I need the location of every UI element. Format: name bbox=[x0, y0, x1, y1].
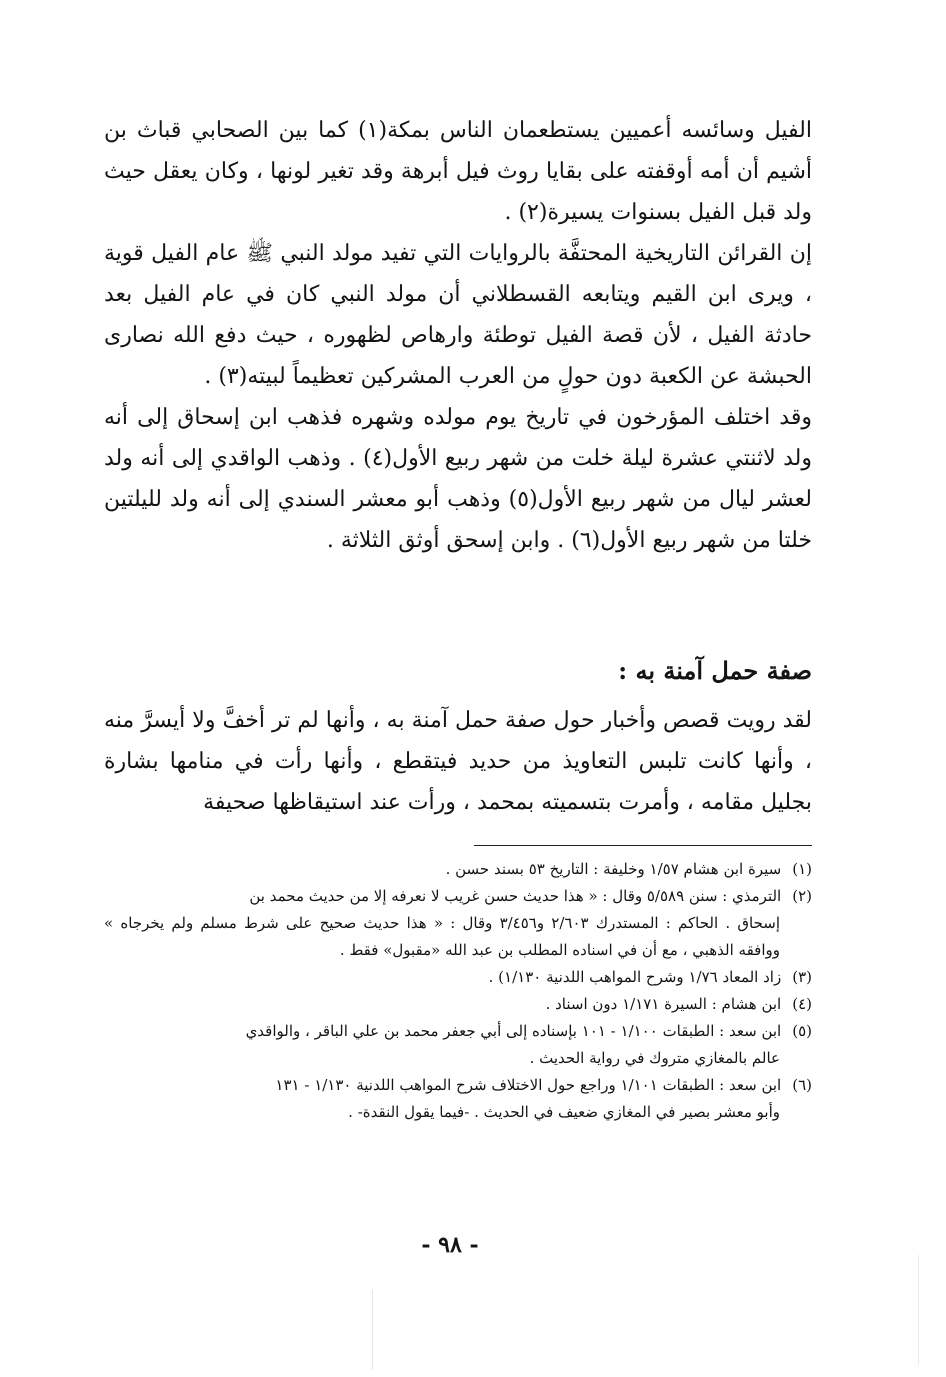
section-heading: صفة حمل آمنة به : bbox=[618, 656, 812, 685]
main-text-continued bbox=[104, 700, 812, 823]
footnote-5-continuation: عالم بالمغازي متروك في رواية الحديث . bbox=[529, 1049, 780, 1067]
paragraph-1: الفيل وسائسه أعميين يستطعمان الناس بمكة(١) كما بين الصحابي قباث بن أشيم أن أمه أوقفته على بقايا روث فيل أبرهة وقد تغير لونها ، وكان يعقل حيث ولد قبل الفيل بسنوات يسيرة(٢) . bbox=[104, 118, 812, 225]
scan-artifact-line bbox=[372, 1290, 373, 1370]
footnote-text: ابن هشام : السيرة ١/١٧١ دون اسناد . bbox=[545, 995, 782, 1013]
footnote-text: ابن سعد : الطبقات ١/١٠١ وراجع حول الاختلاف شرح المواهب اللدنية ١/١٣٠ - ١٣١ bbox=[275, 1076, 782, 1094]
footnotes bbox=[104, 856, 812, 1126]
footnote-number: (١) bbox=[792, 860, 812, 878]
scan-artifact-line bbox=[918, 1255, 919, 1365]
footnote-text: الترمذي : سنن ٥/٥٨٩ وقال : « هذا حديث حسن غريب لا نعرفه إلا من حديث محمد بن bbox=[249, 887, 782, 905]
footnote-3 bbox=[104, 964, 812, 991]
footnote-text: ابن سعد : الطبقات ١/١٠٠ - ١٠١ بإسناده إلى أبي جعفر محمد بن علي الباقر ، والواقدي bbox=[245, 1022, 782, 1040]
footnote-text: سيرة ابن هشام ١/٥٧ وخليفة : التاريخ ٥٣ بسند حسن . bbox=[445, 860, 782, 878]
footnote-5 bbox=[104, 1018, 812, 1045]
paragraph-4: لقد رويت قصص وأخبار حول صفة حمل آمنة به ، وأنها لم تر أخفَّ ولا أيسرَّ منه ، وأنها كانت تلبس التعاويذ من حديد فيتقطع ، وأنها رأت في منامها بشارة بجليل مقامه ، وأمرت بتسميته بمحمد ، ورأت عند استيقاظها صحيفة bbox=[104, 708, 812, 815]
footnote-text: زاد المعاد ١/٧٦ وشرح المواهب اللدنية ١/١٣٠) . bbox=[488, 968, 782, 986]
main-text bbox=[104, 110, 812, 561]
footnote-divider bbox=[474, 845, 812, 846]
footnote-number: (٣) bbox=[792, 968, 812, 986]
paragraph-2: إن القرائن التاريخية المحتفَّة بالروايات التي تفيد مولد النبي ﷺ عام الفيل قوية ، ويرى ابن القيم ويتابعه القسطلاني أن مولد النبي كان في عام الفيل بعد حادثة الفيل ، لأن قصة الفيل توطئة وارهاص لظهوره ، حيث دفع الله نصارى الحبشة عن الكعبة دون حولٍ من العرب المشركين تعظيماً لبيته(٣) . bbox=[104, 241, 812, 389]
footnote-number: (٢) bbox=[792, 887, 812, 905]
footnote-4 bbox=[104, 991, 812, 1018]
footnote-2-continuation: إسحاق . الحاكم : المستدرك ٢/٦٠٣ و٣/٤٥٦ وقال : « هذا حديث صحيح على شرط مسلم ولم يخرجاه » ووافقه الذهبي ، مع أن في اسناده المطلب بن عبد الله «مقبول» فقط . bbox=[104, 914, 780, 959]
footnote-number: (٤) bbox=[792, 995, 812, 1013]
footnote-6-continuation: وأبو معشر بصير في المغازي ضعيف في الحديث . -فيما يقول النقدة- . bbox=[348, 1103, 780, 1121]
paragraph-3: وقد اختلف المؤرخون في تاريخ يوم مولده وشهره فذهب ابن إسحاق إلى أنه ولد لاثنتي عشرة ليلة خلت من شهر ربيع الأول(٤) . وذهب الواقدي إلى أنه ولد لعشر ليال من شهر ربيع الأول(٥) وذهب أبو معشر السندي إلى أنه ولد لليلتين خلتا من شهر ربيع الأول(٦) . وابن إسحق أوثق الثلاثة . bbox=[104, 405, 813, 553]
footnote-number: (٥) bbox=[792, 1022, 812, 1040]
footnote-1 bbox=[104, 856, 812, 883]
footnote-number: (٦) bbox=[792, 1076, 812, 1094]
footnote-6 bbox=[104, 1072, 812, 1099]
page-number: - ٩٨ - bbox=[421, 1232, 479, 1258]
footnote-2 bbox=[104, 883, 812, 910]
